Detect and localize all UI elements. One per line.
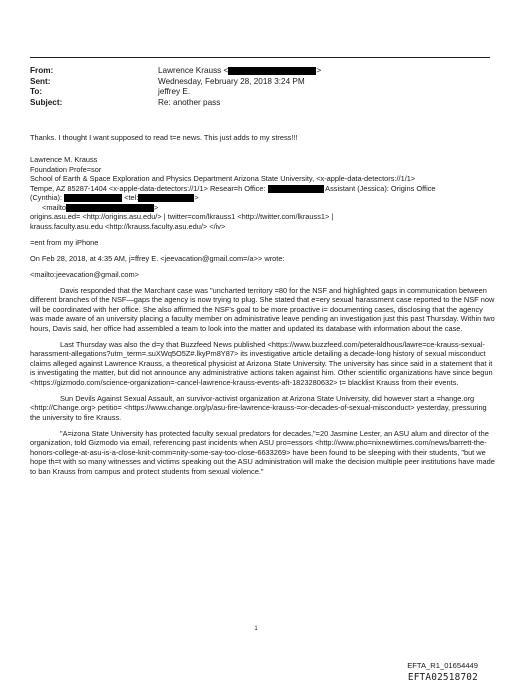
redaction-box xyxy=(228,67,316,75)
on-wrote-line: On Feb 28, 2018, at 4:35 AM, j=ffrey E. <jeevacation@gmail.com=/a>> wrote: xyxy=(30,253,285,263)
subject-label: Subject: xyxy=(30,97,63,107)
sig-tel: <tel: xyxy=(122,193,139,202)
sig-title: Foundation Profe=sor xyxy=(30,164,102,174)
sig-mailto: <mailto xyxy=(42,202,67,212)
sig-links-2: krauss.faculty.asu.edu <http://krauss.faculty.asu.edu/> </iv> xyxy=(30,221,226,231)
to-value: jeffrey E. xyxy=(158,87,191,97)
sig-name: Lawrence M. Krauss xyxy=(30,155,98,164)
from-close: > xyxy=(316,66,322,75)
top-rule xyxy=(30,57,490,58)
iphone-line: =ent from my iPhone xyxy=(30,237,99,247)
efta-id-2: EFTA02518702 xyxy=(407,672,478,683)
paragraph-sun-devils: Sun Devils Against Sexual Assault, an survivor-activist organization at Arizona State University, did however start a =hange.org <http://Change.org> petitio= <https://www.change.org/p/asu-fire-lawrence-krauss-=or-decades-of-sexual-misconduct> yesterday, pressuring the university to fire Krauss. xyxy=(30,393,487,422)
sig-tel-close: > xyxy=(194,193,199,202)
to-row xyxy=(30,87,500,98)
redaction-box xyxy=(64,194,122,202)
sent-row xyxy=(30,77,500,88)
paragraph-lester: "A=izona State University has protected faculty sexual predators for decades,"=20 Jasmine Lester, an ASU alum and director of the organization, told Gizmodo via email, referencing past incidents when ASU pro=essors <http://www.pho=nixnewtimes.com/news/barrett-the-honors-college-at-asu-is-a-close-knit-comm=nity-some-say-too-close-6633269> have been found to be sleeping with their students, "but we hope th=t with so many witnesses and victims speaking out the ASU administration will make the decision multiple peer institutions have made to ban Krauss from campus and protect students from sexual violence." xyxy=(30,428,495,476)
email-header xyxy=(30,66,500,108)
from-row xyxy=(30,66,500,77)
sent-label: Sent: xyxy=(30,76,51,86)
email-body xyxy=(30,133,496,483)
redaction-box xyxy=(268,185,324,193)
sig-address-cont: Assistant (Jessica): Origins Office xyxy=(323,183,436,193)
sig-cynthia: (Cynthia): xyxy=(30,193,65,202)
subject-row xyxy=(30,98,500,109)
sent-value: Wednesday, February 28, 2018 3:24 PM xyxy=(158,76,305,86)
sig-school: School of Earth & Space Exploration and Physics Department Arizona State University, <x-apple-data-detectors://1/1> xyxy=(30,174,416,183)
efta-id-1: EFTA_R1_01654449 xyxy=(407,661,478,670)
from-label: From: xyxy=(30,66,54,75)
reply-text: Thanks. I thought I want supposed to read t=e news. This just adds to my stress!!! xyxy=(30,133,298,142)
from-value: Lawrence Krauss < xyxy=(158,66,229,75)
sig-mailto-close: > xyxy=(154,202,159,212)
signature xyxy=(30,155,496,231)
redaction-box xyxy=(66,204,154,212)
redaction-box xyxy=(138,194,194,202)
page-number: 1 xyxy=(254,626,258,632)
subject-value: Re: another pass xyxy=(158,97,221,107)
sig-address: Tempe, AZ 85287-1404 <x-apple-data-detectors://1/1> Resear=h Office: xyxy=(30,183,268,193)
to-label: To: xyxy=(30,87,43,97)
mailto-line: <mailto:jeevacation@gmail.com> xyxy=(30,269,139,279)
paragraph-buzzfeed: Last Thursday was also the d=y that Buzzfeed News published <https://www.buzzfeed.com/peteraldhous/lawre=ce-krauss-sexual-harassment-allegations?utm_term=.suXWq5O5Z#.lkyPm8Y87> its investigative article detailing a decade-long history of sexual misconduct claims alleged against Lawrence Krauss, a theoretical physicist at Arizona State University. The university has since said in a statement that it is investigating the matter, but did not announce any administrative actions taken against him. Other scientific organizations have since begun <https://gizmodo.com/science-organization=-cancel-lawrence-krauss-events-aft-1823280632> t= blacklist Krauss from their events. xyxy=(30,339,493,387)
paragraph-davis: Davis responded that the Marchant case was "uncharted territory =80 for the NSF and highlighted gaps in communication between different branches of the NSF—gaps the agency is now trying to plug. She stated that e=ery sexual harassment case reported to the NSF now will be coordinated with her office. She also affirmed the NSF's goal to be more proactive i= documenting cases, disclosing that the agency was made aware of an university placing a faculty member on administrative leave pending an investigation just this past Thursday. Within two hours, Davis said, her office had assembled a team to look into the matter and updated its database with information about the case. xyxy=(30,285,495,333)
sig-links: origins.asu.ed= <http://origins.asu.edu/> | twitter=com/lkrauss1 <http://twitter.com/lkrauss1> | xyxy=(30,212,334,221)
